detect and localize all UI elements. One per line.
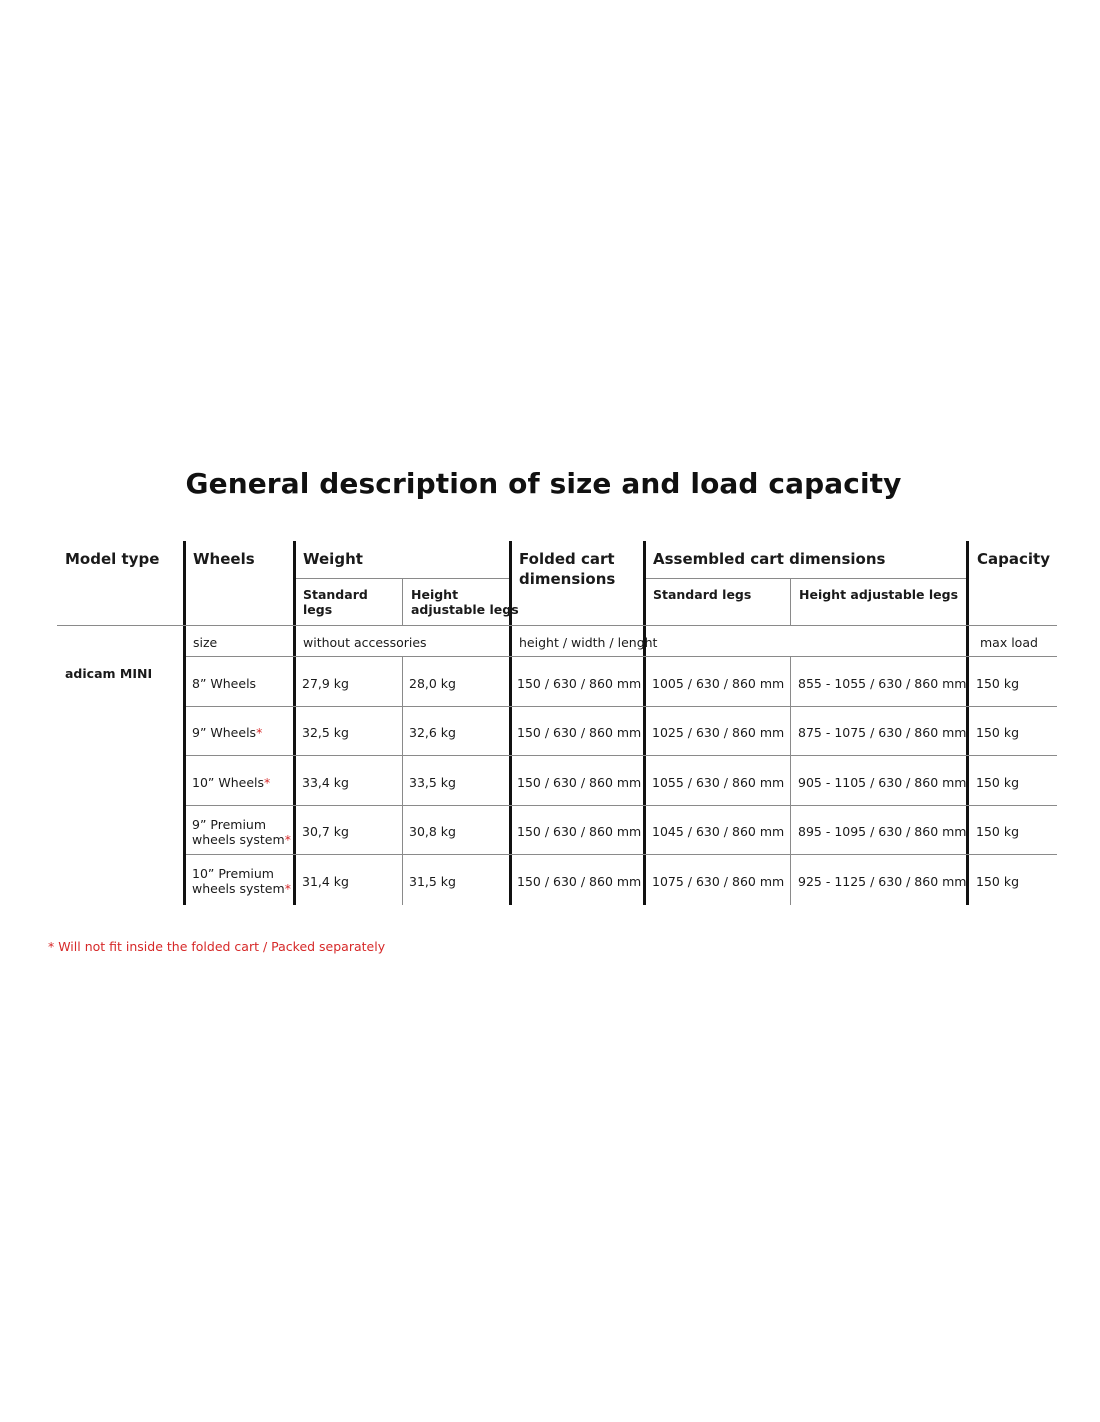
row-rule <box>186 854 1057 855</box>
subheader-weight-height-line2: adjustable legs <box>411 602 519 617</box>
asterisk-marker: * <box>284 881 291 896</box>
row-rule <box>186 706 1057 707</box>
table-row-wheel <box>192 775 270 790</box>
folded-dimensions-cell: 150 / 630 / 860 mm <box>517 824 642 839</box>
table-row-wheel <box>192 817 291 847</box>
folded-dimensions-cell: 150 / 630 / 860 mm <box>517 725 642 740</box>
subheader-weight-height <box>411 587 519 617</box>
header-subrule <box>296 578 509 579</box>
header-rule <box>57 625 1057 626</box>
weight-height-cell: 30,8 kg <box>409 824 456 839</box>
units-rule <box>186 656 1057 657</box>
unit-wheels: size <box>193 635 218 650</box>
assembled-standard-cell: 1075 / 630 / 860 mm <box>652 874 785 889</box>
assembled-standard-cell: 1025 / 630 / 860 mm <box>652 725 785 740</box>
assembled-height-cell: 925 - 1125 / 630 / 860 mm <box>798 874 967 889</box>
header-weight: Weight <box>303 550 363 568</box>
weight-height-cell: 31,5 kg <box>409 874 456 889</box>
asterisk-marker: * <box>256 725 263 740</box>
unit-weight: without accessories <box>303 635 427 650</box>
header-folded-line1: Folded cart <box>519 550 615 568</box>
weight-height-cell: 33,5 kg <box>409 775 456 790</box>
weight-height-cell: 28,0 kg <box>409 676 456 691</box>
subheader-weight-standard: Standard legs <box>303 587 368 617</box>
table-row-wheel <box>192 676 256 691</box>
subheader-assembled-standard: Standard legs <box>653 587 752 602</box>
weight-standard-cell: 32,5 kg <box>302 725 349 740</box>
capacity-cell: 150 kg <box>976 725 1020 740</box>
wheel-label: 10” Wheels <box>192 775 265 790</box>
unit-dimensions: height / width / lenght <box>519 635 658 650</box>
header-model-type: Model type <box>65 550 160 568</box>
assembled-height-cell: 855 - 1055 / 630 / 860 mm <box>798 676 967 691</box>
assembled-standard-cell: 1005 / 630 / 860 mm <box>652 676 785 691</box>
capacity-cell: 150 kg <box>976 676 1020 691</box>
wheel-label: 9” Wheels <box>192 725 257 740</box>
weight-standard-cell: 30,7 kg <box>302 824 349 839</box>
header-folded-line2: dimensions <box>519 570 616 588</box>
folded-dimensions-cell: 150 / 630 / 860 mm <box>517 775 642 790</box>
weight-standard-cell: 27,9 kg <box>302 676 349 691</box>
column-divider <box>293 541 296 905</box>
capacity-cell: 150 kg <box>976 824 1020 839</box>
footnote: * Will not fit inside the folded cart / Packed separately <box>48 939 386 954</box>
row-rule <box>186 755 1057 756</box>
subcolumn-divider <box>402 657 403 905</box>
capacity-cell: 150 kg <box>976 775 1020 790</box>
subheader-assembled-height: Height adjustable legs <box>799 587 959 602</box>
unit-capacity: max load <box>980 635 1038 650</box>
wheel-label-line2: wheels system <box>192 881 285 896</box>
table-row-wheel <box>192 725 262 740</box>
wheel-label: 9” Premium <box>192 817 267 832</box>
header-capacity: Capacity <box>977 550 1050 568</box>
header-wheels: Wheels <box>193 550 255 568</box>
assembled-standard-cell: 1045 / 630 / 860 mm <box>652 824 785 839</box>
wheel-label: 10” Premium <box>192 866 274 881</box>
assembled-standard-cell: 1055 / 630 / 860 mm <box>652 775 785 790</box>
column-divider <box>183 541 186 905</box>
wheel-label: 8” Wheels <box>192 676 257 691</box>
weight-height-cell: 32,6 kg <box>409 725 456 740</box>
subcolumn-divider <box>402 579 403 625</box>
weight-standard-cell: 33,4 kg <box>302 775 349 790</box>
assembled-height-cell: 895 - 1095 / 630 / 860 mm <box>798 824 967 839</box>
model-name: adicam MINI <box>65 666 153 681</box>
column-divider <box>966 541 969 905</box>
capacity-cell: 150 kg <box>976 874 1020 889</box>
header-folded <box>519 549 615 589</box>
assembled-height-cell: 905 - 1105 / 630 / 860 mm <box>798 775 967 790</box>
header-subrule <box>646 578 966 579</box>
header-assembled: Assembled cart dimensions <box>653 550 886 568</box>
folded-dimensions-cell: 150 / 630 / 860 mm <box>517 676 642 691</box>
asterisk-marker: * <box>264 775 271 790</box>
assembled-height-cell: 875 - 1075 / 630 / 860 mm <box>798 725 967 740</box>
page-title: General description of size and load capacity <box>185 467 902 500</box>
asterisk-marker: * <box>284 832 291 847</box>
folded-dimensions-cell: 150 / 630 / 860 mm <box>517 874 642 889</box>
subcolumn-divider <box>790 657 791 905</box>
table-row-wheel <box>192 866 291 896</box>
subheader-weight-height-line1: Height <box>411 587 459 602</box>
subcolumn-divider <box>790 579 791 625</box>
row-rule <box>186 805 1057 806</box>
weight-standard-cell: 31,4 kg <box>302 874 349 889</box>
column-divider <box>643 541 646 905</box>
wheel-label-line2: wheels system <box>192 832 285 847</box>
